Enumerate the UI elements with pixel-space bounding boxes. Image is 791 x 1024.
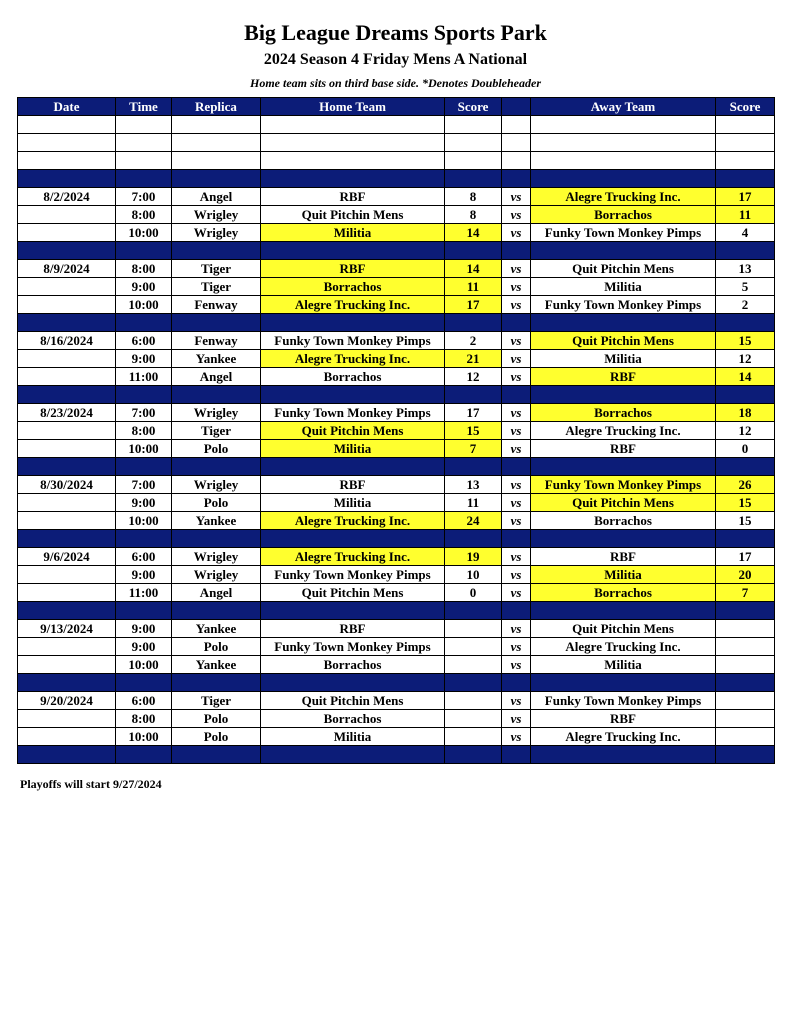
game-date [18,296,116,314]
home-score [445,710,502,728]
away-score: 0 [716,440,775,458]
week-separator [18,170,775,188]
header-row [18,98,775,116]
game-time: 6:00 [116,548,172,566]
game-replica: Polo [172,440,261,458]
away-score: 14 [716,368,775,386]
game-date [18,440,116,458]
week-separator [18,530,775,548]
home-team: Alegre Trucking Inc. [261,548,445,566]
schedule-table [17,97,775,764]
game-replica: Yankee [172,656,261,674]
home-team: Alegre Trucking Inc. [261,512,445,530]
game-time: 7:00 [116,188,172,206]
game-replica: Fenway [172,296,261,314]
week-separator [18,674,775,692]
game-time: 9:00 [116,494,172,512]
game-time: 9:00 [116,278,172,296]
home-score: 17 [445,296,502,314]
game-time: 10:00 [116,512,172,530]
home-team: Borrachos [261,656,445,674]
home-team: Funky Town Monkey Pimps [261,404,445,422]
game-replica: Polo [172,710,261,728]
vs-label: vs [502,566,531,584]
game-time: 6:00 [116,692,172,710]
home-score: 7 [445,440,502,458]
game-time: 9:00 [116,620,172,638]
home-score [445,656,502,674]
home-score: 8 [445,206,502,224]
away-team: Quit Pitchin Mens [531,620,716,638]
away-team: RBF [531,440,716,458]
away-team: Quit Pitchin Mens [531,494,716,512]
game-replica: Yankee [172,620,261,638]
vs-label: vs [502,728,531,746]
game-time: 8:00 [116,206,172,224]
away-team: Alegre Trucking Inc. [531,728,716,746]
home-team: RBF [261,260,445,278]
week-separator [18,242,775,260]
home-team: Funky Town Monkey Pimps [261,566,445,584]
game-date [18,566,116,584]
col-header-away-team: Away Team [531,98,716,116]
away-team: RBF [531,710,716,728]
game-replica: Yankee [172,512,261,530]
game-date [18,710,116,728]
game-row [18,692,775,710]
vs-label: vs [502,188,531,206]
away-team: RBF [531,368,716,386]
vs-label: vs [502,476,531,494]
game-date: 8/9/2024 [18,260,116,278]
week-separator [18,746,775,764]
game-date [18,512,116,530]
game-date: 8/16/2024 [18,332,116,350]
home-score: 0 [445,584,502,602]
game-date [18,206,116,224]
away-score: 20 [716,566,775,584]
game-time: 8:00 [116,260,172,278]
vs-label: vs [502,206,531,224]
game-row [18,332,775,350]
vs-label: vs [502,404,531,422]
game-time: 10:00 [116,728,172,746]
page-subtitle: 2024 Season 4 Friday Mens A National [263,51,528,68]
playoffs-note: Playoffs will start 9/27/2024 [20,777,162,791]
home-team: RBF [261,188,445,206]
game-row [18,206,775,224]
away-score [716,656,775,674]
away-team: Borrachos [531,584,716,602]
away-team: RBF [531,548,716,566]
game-replica: Angel [172,584,261,602]
away-team: Alegre Trucking Inc. [531,422,716,440]
vs-label: vs [502,512,531,530]
game-date [18,224,116,242]
away-score: 2 [716,296,775,314]
game-date: 8/23/2024 [18,404,116,422]
game-date [18,656,116,674]
game-date [18,638,116,656]
away-score: 12 [716,350,775,368]
game-date [18,584,116,602]
game-date [18,278,116,296]
home-score: 17 [445,404,502,422]
blank-row [18,116,775,134]
away-score: 17 [716,188,775,206]
vs-label: vs [502,548,531,566]
away-team: Funky Town Monkey Pimps [531,224,716,242]
home-score [445,692,502,710]
game-row [18,404,775,422]
blank-row [18,134,775,152]
game-replica: Tiger [172,278,261,296]
home-score: 11 [445,278,502,296]
game-replica: Polo [172,728,261,746]
col-header-replica: Replica [172,98,261,116]
away-team: Funky Town Monkey Pimps [531,476,716,494]
game-time: 9:00 [116,638,172,656]
game-date [18,494,116,512]
game-date: 8/30/2024 [18,476,116,494]
home-team: Militia [261,224,445,242]
col-header-date: Date [18,98,116,116]
vs-label: vs [502,422,531,440]
game-replica: Wrigley [172,206,261,224]
game-date: 9/13/2024 [18,620,116,638]
page-title: Big League Dreams Sports Park [244,20,547,45]
vs-label: vs [502,278,531,296]
away-score: 15 [716,494,775,512]
vs-label: vs [502,620,531,638]
home-score: 15 [445,422,502,440]
game-date: 9/20/2024 [18,692,116,710]
game-row [18,512,775,530]
schedule-note: Home team sits on third base side. *Denotes Doubleheader [250,76,541,90]
game-time: 10:00 [116,656,172,674]
home-score [445,620,502,638]
home-score: 19 [445,548,502,566]
home-team: Funky Town Monkey Pimps [261,638,445,656]
away-team: Quit Pitchin Mens [531,332,716,350]
game-replica: Tiger [172,422,261,440]
game-replica: Polo [172,494,261,512]
blank-row [18,152,775,170]
game-replica: Wrigley [172,476,261,494]
home-team: Borrachos [261,368,445,386]
game-time: 8:00 [116,422,172,440]
home-team: Borrachos [261,278,445,296]
home-score [445,728,502,746]
game-replica: Wrigley [172,404,261,422]
vs-label: vs [502,260,531,278]
game-time: 8:00 [116,710,172,728]
home-score: 11 [445,494,502,512]
game-row [18,620,775,638]
away-team: Militia [531,656,716,674]
home-score: 12 [445,368,502,386]
game-row [18,728,775,746]
away-score [716,638,775,656]
game-row [18,260,775,278]
game-date: 9/6/2024 [18,548,116,566]
away-score [716,692,775,710]
home-team: RBF [261,620,445,638]
game-replica: Wrigley [172,548,261,566]
home-team: Militia [261,494,445,512]
vs-label: vs [502,350,531,368]
vs-label: vs [502,638,531,656]
home-team: Quit Pitchin Mens [261,422,445,440]
game-time: 7:00 [116,476,172,494]
home-score: 8 [445,188,502,206]
vs-label: vs [502,224,531,242]
schedule-body [18,116,775,764]
vs-label: vs [502,494,531,512]
game-replica: Wrigley [172,566,261,584]
game-row [18,656,775,674]
game-row [18,548,775,566]
game-time: 10:00 [116,440,172,458]
away-team: Alegre Trucking Inc. [531,188,716,206]
game-row [18,296,775,314]
col-header-home-team: Home Team [261,98,445,116]
game-date [18,422,116,440]
game-row [18,188,775,206]
away-team: Funky Town Monkey Pimps [531,692,716,710]
game-replica: Angel [172,368,261,386]
home-team: Quit Pitchin Mens [261,692,445,710]
home-team: Militia [261,440,445,458]
week-separator [18,458,775,476]
away-score: 7 [716,584,775,602]
home-score: 21 [445,350,502,368]
away-team: Quit Pitchin Mens [531,260,716,278]
home-score: 2 [445,332,502,350]
game-time: 6:00 [116,332,172,350]
away-score: 17 [716,548,775,566]
col-header-home-score: Score [445,98,502,116]
game-row [18,584,775,602]
game-time: 7:00 [116,404,172,422]
vs-label: vs [502,440,531,458]
away-team: Militia [531,278,716,296]
away-team: Borrachos [531,206,716,224]
week-separator [18,602,775,620]
game-row [18,350,775,368]
home-score: 24 [445,512,502,530]
home-score [445,638,502,656]
home-team: Funky Town Monkey Pimps [261,332,445,350]
game-row [18,278,775,296]
game-replica: Fenway [172,332,261,350]
away-score: 15 [716,332,775,350]
home-team: Quit Pitchin Mens [261,584,445,602]
home-score: 13 [445,476,502,494]
game-replica: Tiger [172,260,261,278]
home-team: Alegre Trucking Inc. [261,296,445,314]
away-team: Militia [531,566,716,584]
game-time: 11:00 [116,368,172,386]
game-date [18,728,116,746]
away-score: 18 [716,404,775,422]
game-date: 8/2/2024 [18,188,116,206]
away-score: 12 [716,422,775,440]
vs-label: vs [502,332,531,350]
game-date [18,350,116,368]
game-row [18,422,775,440]
vs-label: vs [502,368,531,386]
col-header-vs [502,98,531,116]
game-replica: Tiger [172,692,261,710]
game-replica: Polo [172,638,261,656]
home-team: Quit Pitchin Mens [261,206,445,224]
away-score: 11 [716,206,775,224]
away-score: 5 [716,278,775,296]
game-replica: Wrigley [172,224,261,242]
home-score: 14 [445,260,502,278]
vs-label: vs [502,296,531,314]
away-score: 13 [716,260,775,278]
away-score [716,620,775,638]
away-team: Militia [531,350,716,368]
game-time: 10:00 [116,296,172,314]
game-time: 9:00 [116,566,172,584]
away-team: Funky Town Monkey Pimps [531,296,716,314]
vs-label: vs [502,584,531,602]
game-row [18,368,775,386]
away-team: Borrachos [531,404,716,422]
week-separator [18,386,775,404]
col-header-away-score: Score [716,98,775,116]
vs-label: vs [502,692,531,710]
vs-label: vs [502,656,531,674]
game-time: 11:00 [116,584,172,602]
week-separator [18,314,775,332]
game-row [18,440,775,458]
away-team: Borrachos [531,512,716,530]
col-header-time: Time [116,98,172,116]
game-row [18,566,775,584]
game-row [18,476,775,494]
vs-label: vs [502,710,531,728]
away-score [716,728,775,746]
game-row [18,224,775,242]
game-replica: Angel [172,188,261,206]
game-row [18,494,775,512]
home-team: Alegre Trucking Inc. [261,350,445,368]
game-time: 9:00 [116,350,172,368]
game-row [18,638,775,656]
game-date [18,368,116,386]
away-score: 15 [716,512,775,530]
game-replica: Yankee [172,350,261,368]
away-score: 4 [716,224,775,242]
home-score: 14 [445,224,502,242]
away-score [716,710,775,728]
home-score: 10 [445,566,502,584]
game-time: 10:00 [116,224,172,242]
home-team: Borrachos [261,710,445,728]
home-team: RBF [261,476,445,494]
away-team: Alegre Trucking Inc. [531,638,716,656]
away-score: 26 [716,476,775,494]
game-row [18,710,775,728]
home-team: Militia [261,728,445,746]
